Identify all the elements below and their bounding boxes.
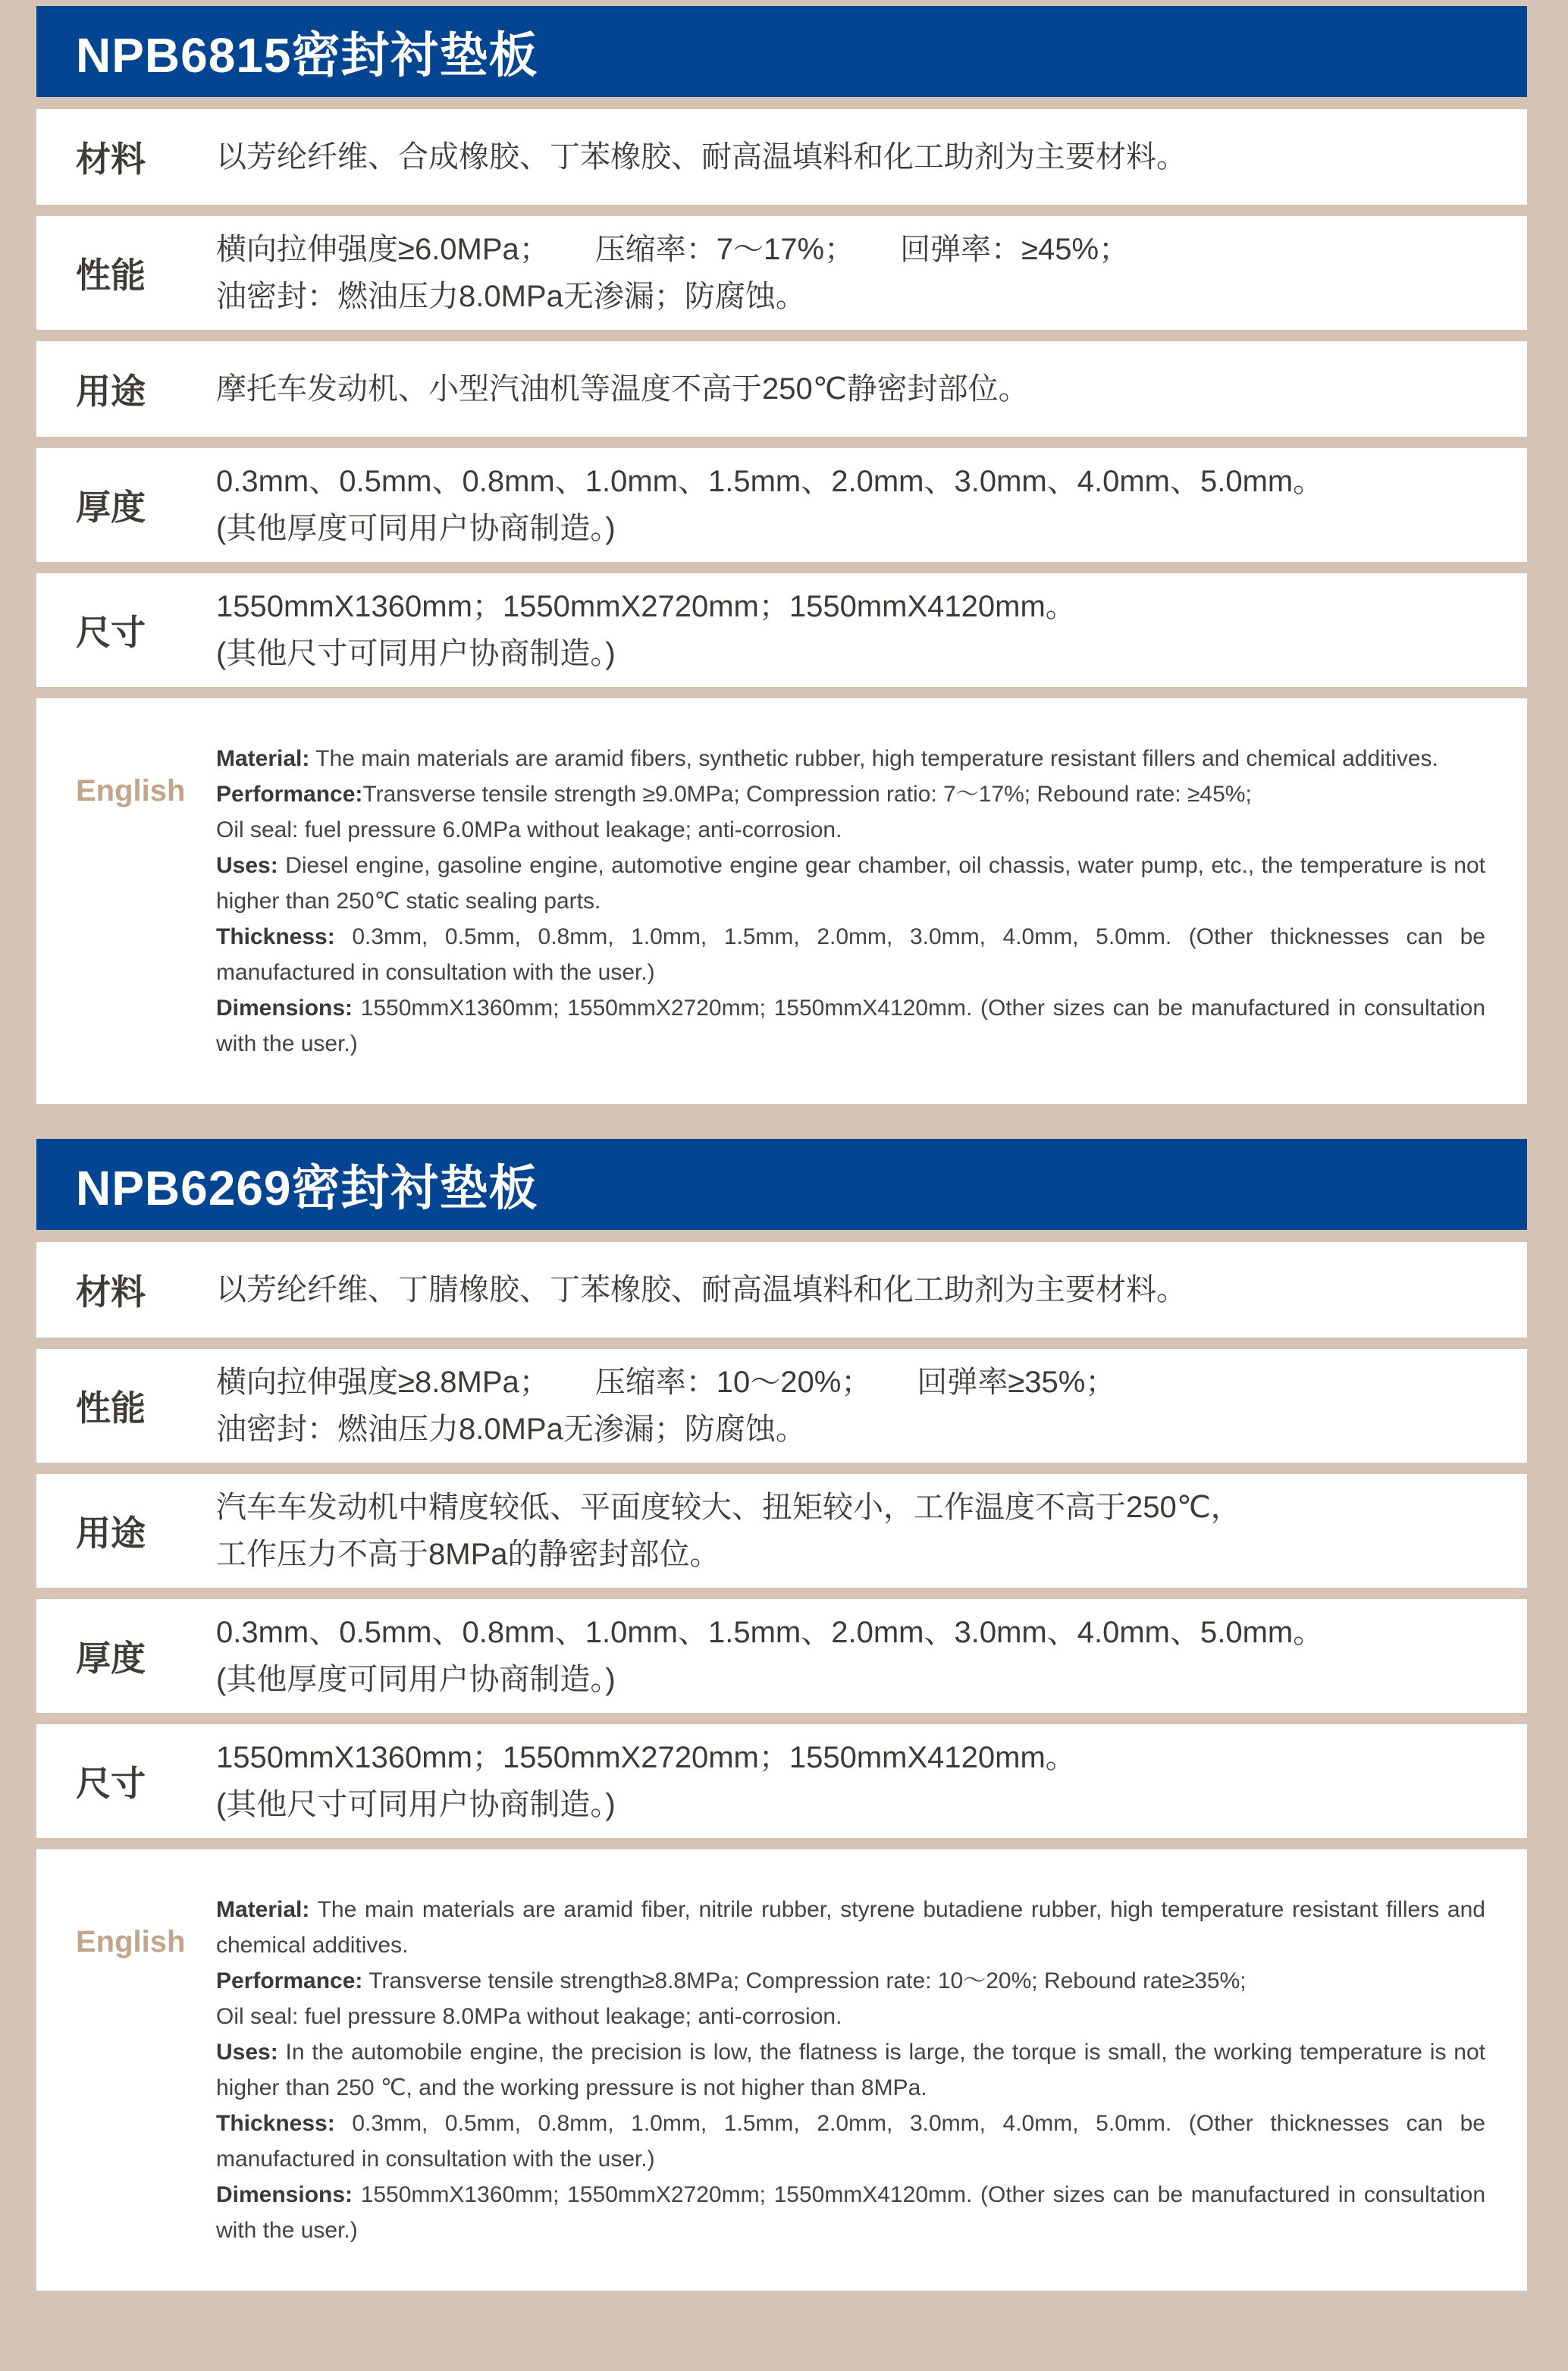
spec-row-content [216,226,1485,320]
spec-line: 工作压力不高于8MPa的静密封部位。 [216,1538,720,1571]
english-paragraph-material: Material: The main materials are aramid fiber, nitrile rubber, styrene butadiene rubber, high temperature resistant fillers and chemical additives. [216,1897,1485,1958]
spec-line: 汽车车发动机中精度较低、平面度较大、扭矩较小，工作温度不高于250℃， [216,1491,1241,1524]
spec-line: 0.3mm、0.5mm、0.8mm、1.0mm、1.5mm、2.0mm、3.0mm、4.0mm、5.0mm。 [216,1616,1324,1649]
spec-row-thickness [36,448,1527,562]
spec-line: 1550mmX1360mm；1550mmX2720mm；1550mmX4120mm。 [216,1741,1076,1774]
spec-line: (其他厚度可同用户协商制造。) [216,512,616,545]
english-translation-block [36,1849,1527,2291]
spec-row-label: 材料 [76,140,146,179]
product-title: NPB6815密封衬垫板 [76,28,538,83]
product-section-npb6269 [36,1139,1527,2291]
spec-row-uses [36,1474,1527,1588]
english-translation-block [36,698,1527,1104]
english-paragraph-material: Material: The main materials are aramid fibers, synthetic rubber, high temperature resistant fillers and chemical additives. [216,746,1438,771]
spec-line: 0.3mm、0.5mm、0.8mm、1.0mm、1.5mm、2.0mm、3.0mm、4.0mm、5.0mm。 [216,465,1324,498]
english-paragraph-thickness: Thickness: 0.3mm, 0.5mm, 0.8mm, 1.0mm, 1.5mm, 2.0mm, 3.0mm, 4.0mm, 5.0mm. (Other thicknesses can be manufactured in consultation with the user.) [216,2111,1485,2172]
spec-line: 以芳纶纤维、合成橡胶、丁苯橡胶、耐高温填料和化工助剂为主要材料。 [216,140,1187,174]
spec-row-content [216,1609,1485,1703]
product-title-bar [36,6,1527,97]
product-section-npb6815 [36,6,1527,1104]
english-paragraph-uses: Uses: In the automobile engine, the precision is low, the flatness is large, the torque is small, the working temperature is not higher than 250 ℃, and the working pressure is not higher than 8MPa. [216,2040,1485,2100]
product-title: NPB6269密封衬垫板 [76,1161,538,1215]
english-label: English [76,1925,186,1959]
spec-row-label: 材料 [76,1272,146,1312]
spec-row-material [36,1242,1527,1338]
english-paragraph-oil-seal: Oil seal: fuel pressure 8.0MPa without leakage; anti-corrosion. [216,2004,842,2029]
product-title-bar [36,1139,1527,1230]
spec-row-label: 性能 [76,256,146,295]
spec-row-label: 用途 [76,1513,146,1553]
spec-row-performance [36,216,1527,330]
spec-line: (其他尺寸可同用户协商制造。) [216,1788,616,1821]
spec-row-label: 性能 [76,1388,146,1428]
english-paragraph-thickness: Thickness: 0.3mm, 0.5mm, 0.8mm, 1.0mm, 1.5mm, 2.0mm, 3.0mm, 4.0mm, 5.0mm. (Other thicknesses can be manufactured in consultation with the user.) [216,924,1485,985]
spec-row-content [216,458,1485,552]
spec-row-performance [36,1349,1527,1463]
english-paragraph-dimensions: Dimensions: 1550mmX1360mm; 1550mmX2720mm; 1550mmX4120mm. (Other sizes can be manufactured in consultation with the user.) [216,996,1485,1056]
english-paragraph-performance: Performance: Transverse tensile strength≥8.8MPa; Compression rate: 10～20%; Rebound rate≥35%; [216,1968,1247,1993]
spec-row-content [216,583,1485,677]
english-label: English [76,774,186,808]
english-paragraph-uses: Uses: Diesel engine, gasoline engine, automotive engine gear chamber, oil chassis, water pump, etc., the temperature is not higher than 250℃ static sealing parts. [216,853,1485,914]
spec-row-content [216,1359,1485,1453]
spec-row-label: 厚度 [76,488,146,527]
english-paragraph-performance: Performance:Transverse tensile strength ≥9.0MPa; Compression ratio: 7～17%; Rebound rate: ≥45%; [216,782,1252,807]
spec-row-content [216,1266,1485,1313]
spec-row-content [216,365,1485,412]
spec-row-material [36,109,1527,205]
spec-line: (其他尺寸可同用户协商制造。) [216,637,616,670]
spec-row-uses [36,341,1527,437]
spec-row-thickness [36,1599,1527,1713]
english-text [216,1892,1485,2248]
spec-row-dimensions [36,573,1527,687]
spec-line: 摩托车发动机、小型汽油机等温度不高于250℃静密封部位。 [216,372,1029,406]
english-text [216,741,1485,1062]
spec-row-label: 厚度 [76,1639,146,1678]
spec-row-label: 尺寸 [76,613,146,652]
spec-row-content [216,1734,1485,1828]
spec-row-dimensions [36,1724,1527,1838]
spec-row-content [216,1484,1485,1578]
spec-line: 1550mmX1360mm；1550mmX2720mm；1550mmX4120mm。 [216,590,1076,623]
spec-line: 以芳纶纤维、丁腈橡胶、丁苯橡胶、耐高温填料和化工助剂为主要材料。 [216,1273,1187,1306]
spec-line: 油密封：燃油压力8.0MPa无渗漏；防腐蚀。 [216,280,806,313]
spec-line: 油密封：燃油压力8.0MPa无渗漏；防腐蚀。 [216,1413,806,1446]
spec-row-label: 用途 [76,372,146,411]
spec-row-content [216,133,1485,180]
spec-line: 横向拉伸强度≥6.0MPa； 压缩率：7～17%； 回弹率：≥45%； [216,233,1130,266]
spec-row-label: 尺寸 [76,1764,146,1803]
spec-line: (其他厚度可同用户协商制造。) [216,1663,616,1696]
spec-line: 横向拉伸强度≥8.8MPa； 压缩率：10～20%； 回弹率≥35%； [216,1366,1116,1399]
english-paragraph-dimensions: Dimensions: 1550mmX1360mm; 1550mmX2720mm; 1550mmX4120mm. (Other sizes can be manufactured in consultation with the user.) [216,2182,1485,2243]
english-paragraph-oil-seal: Oil seal: fuel pressure 6.0MPa without leakage; anti-corrosion. [216,817,842,842]
